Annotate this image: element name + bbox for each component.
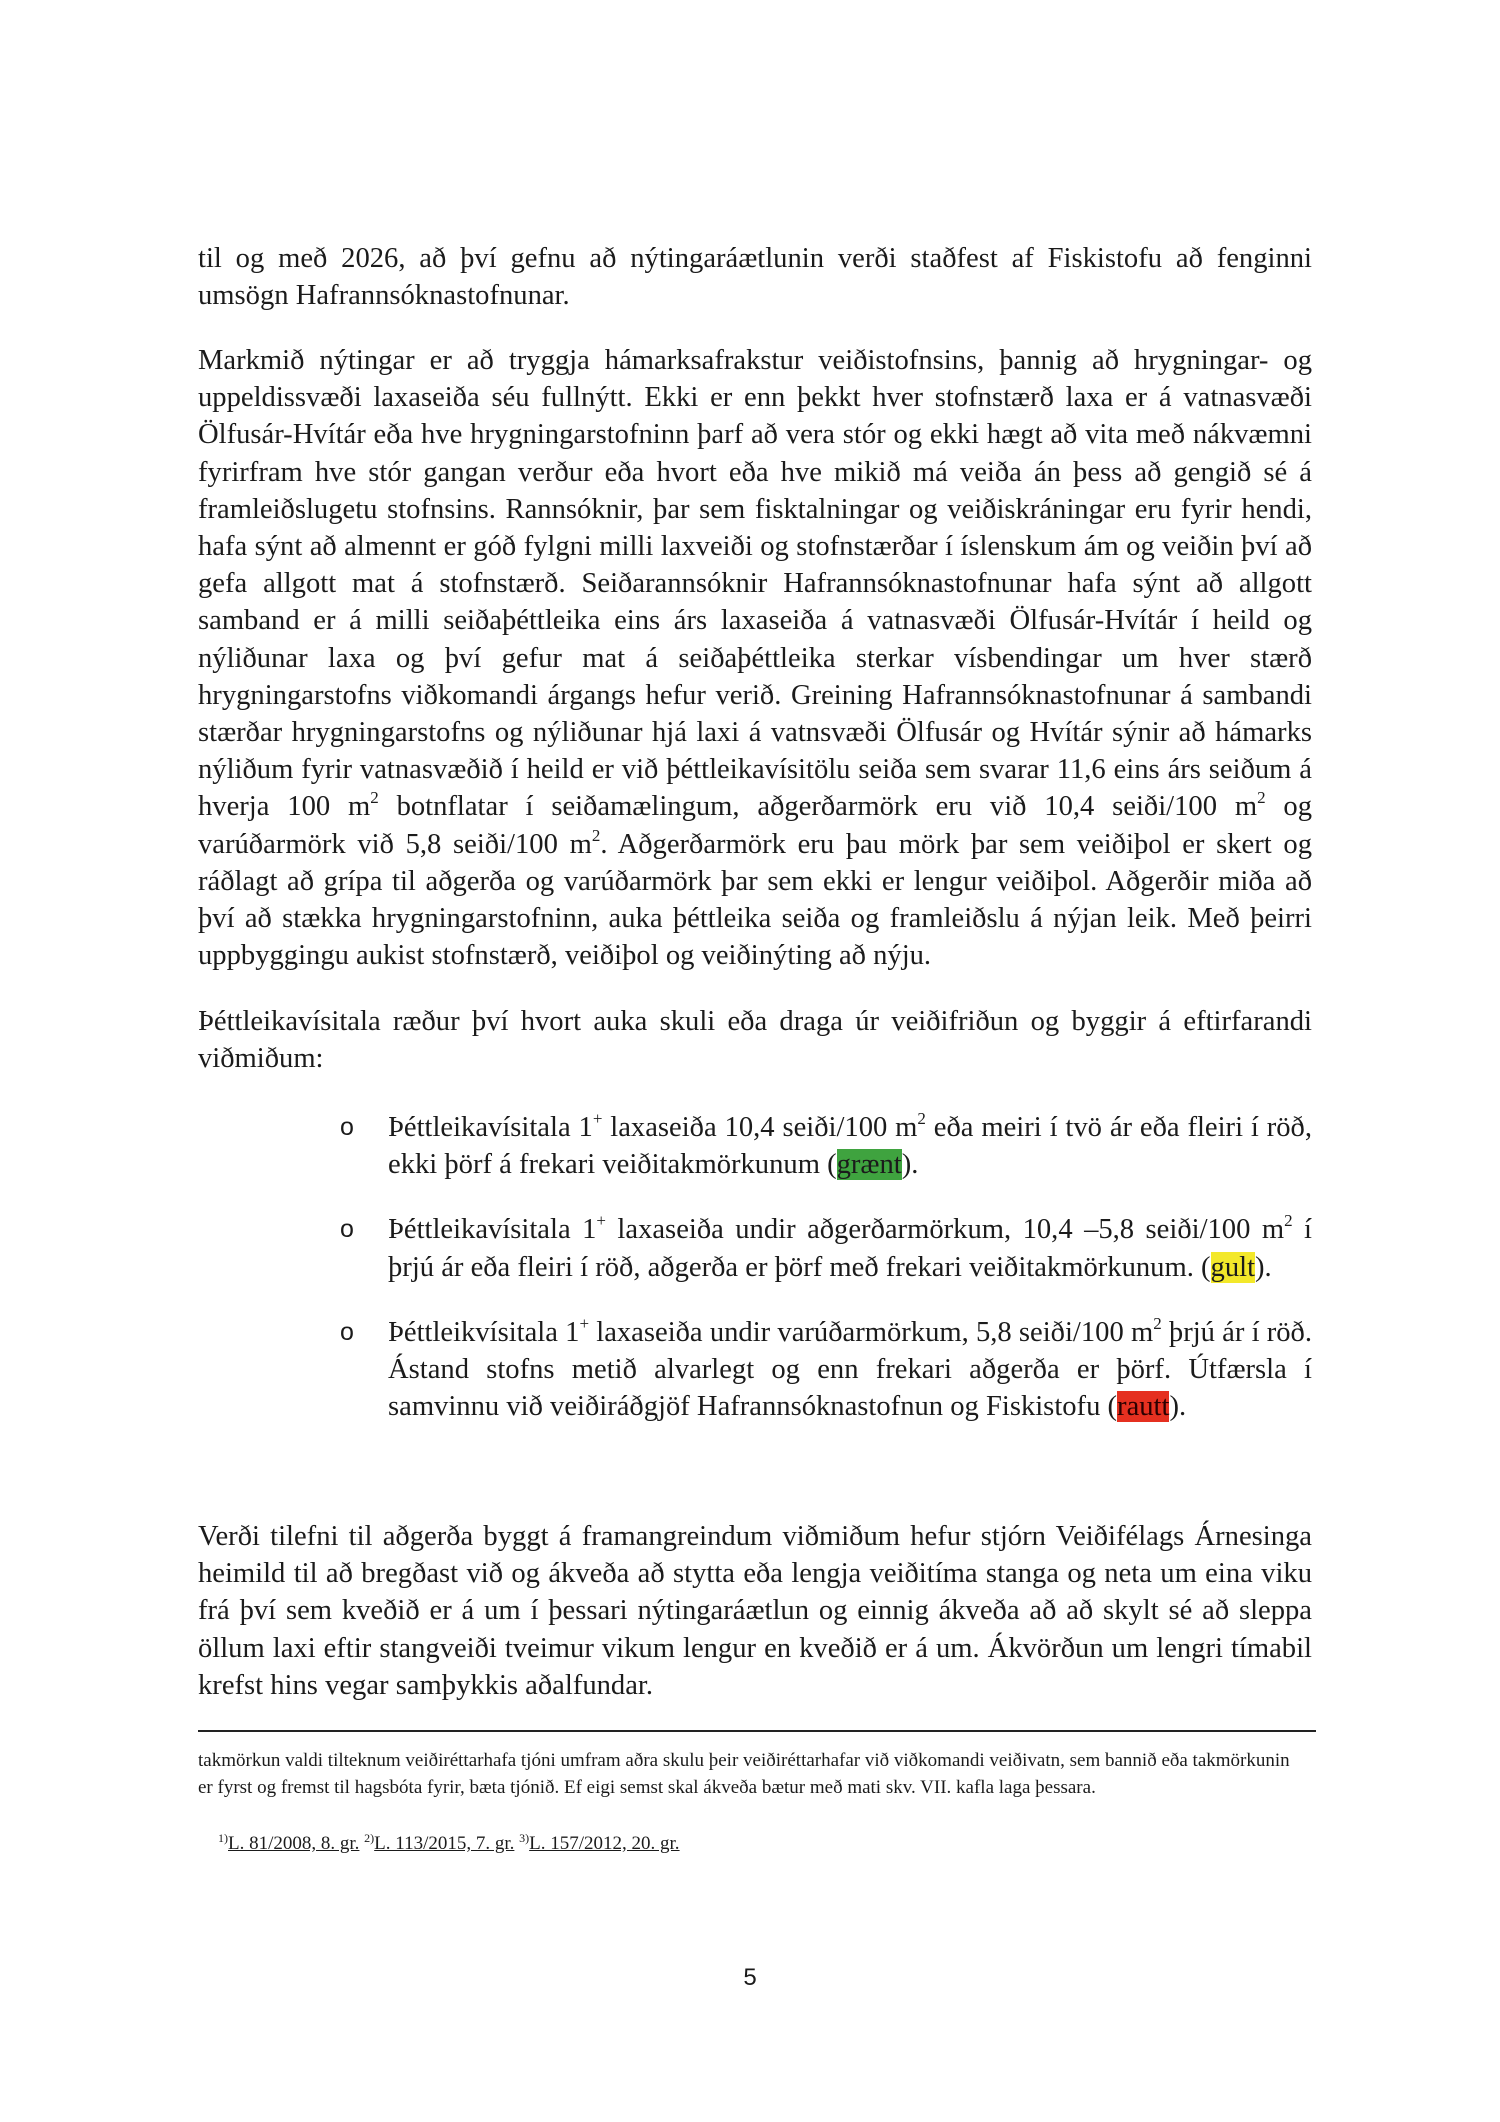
criteria-text: þrjú ár í röð. Ástand stofns metið alvarlegt og enn frekari aðgerða er þörf. Útfærsla í samvinnu við veiðiráðgjöf Hafrannsóknastofnun og Fiskistofu ( (388, 1316, 1313, 1423)
superscript: 2 (917, 1109, 926, 1128)
criteria-text: Þéttleikavísitala 1 (388, 1214, 597, 1246)
bullet-icon: o (340, 1215, 354, 1244)
law-reference-link[interactable]: L. 157/2012, 20. gr. (529, 1833, 680, 1854)
bullet-icon: o (340, 1113, 354, 1141)
criteria-item-red (198, 1314, 1312, 1426)
superscript: 2 (591, 825, 601, 845)
footnote-text: takmörkun valdi tilteknum veiðiréttarhafa tjóni umfram aðra skulu þeir veiðiréttarhafar við viðkomandi veiðivatn, sem bannið eða takmörkunin er fyrst og fremst til hagsbóta fyrir, bæta tjónið. Ef eigi semst skal ákveða bætur með mati skv. VII. kafla laga þessara. (198, 1750, 1290, 1798)
law-reference-link[interactable]: L. 113/2015, 7. gr. (374, 1833, 515, 1854)
ref-mark: 3) (519, 1831, 530, 1845)
footnote-references (218, 1830, 680, 1857)
law-reference-link[interactable]: L. 81/2008, 8. gr. (228, 1833, 360, 1854)
criteria-text: í þrjú ár eða fleiri í röð, aðgerða er þörf með frekari veiðitakmörkunum. ( (388, 1214, 1312, 1283)
paragraph-text: . Aðgerðarmörk eru þau mörk þar sem veiðiþol er skert og ráðlagt að grípa til aðgerða og varúðarmörk þar sem ekki er lengur veiðiþol. Aðgerðir miða að því að stækka hrygningarstofninn, auka þéttleika seiða og framleiðslu á nýjan leik. Með þeirri uppbyggingu aukist stofnstærð, veiðiþol og veiðinýting að nýju. (198, 828, 1312, 972)
criteria-text: Þéttleikavísitala 1 (388, 1112, 593, 1143)
superscript: 2 (1257, 788, 1266, 808)
ref-mark: 2) (364, 1831, 375, 1845)
superscript: 2 (1153, 1313, 1162, 1333)
criteria-text: Þéttleikvísitala 1 (388, 1316, 580, 1348)
paragraph-board-authority: Verði tilefni til aðgerða byggt á framangreindum viðmiðum hefur stjórn Veiðifélags Árnesinga heimild til að bregðast við og ákveða að stytta eða lengja veiðitíma stanga og neta um eina viku frá því sem kveðið er á um í þessari nýtingaráætlun og einnig ákveða að að skylt sé að sleppa öllum laxi eftir stangveiði tveimur vikum lengur en kveðið er á um. Ákvörðun um lengri tímabil krefst hins vegar samþykkis aðalfundar. (198, 1521, 1312, 1701)
ref-mark: 1) (218, 1831, 228, 1845)
criteria-text: ). (1255, 1251, 1272, 1283)
criteria-text: ). (901, 1149, 919, 1181)
criteria-text: laxaseiða 10,4 seiði/100 m (602, 1112, 918, 1143)
criteria-text: ). (1169, 1391, 1187, 1423)
highlight-red: rautt (1117, 1391, 1170, 1423)
superscript: + (592, 1109, 603, 1128)
criteria-text: eða meiri í tvö ár eða fleiri í röð, ekki þörf á frekari veiðitakmörkunum ( (388, 1112, 1312, 1181)
bullet-icon: o (340, 1317, 354, 1346)
paragraph-utilization-goal (198, 342, 1312, 974)
paragraph-text: og varúðarmörk við 5,8 seiði/100 m (198, 791, 1312, 860)
superscript: 2 (1284, 1211, 1293, 1231)
superscript: 2 (370, 788, 379, 808)
superscript: + (596, 1211, 606, 1231)
criteria-text: laxaseiða undir varúðarmörkum, 5,8 seiði/100 m (589, 1316, 1154, 1348)
paragraph-text: botnflatar í seiðamælingum, aðgerðarmörk eru við 10,4 seiði/100 m (378, 791, 1258, 823)
criteria-list (198, 1109, 1312, 1453)
superscript: + (579, 1313, 590, 1333)
paragraph-intro-continuation: til og með 2026, að því gefnu að nýtingaráætlunin verði staðfest af Fiskistofu að fenginni umsögn Hafrannsóknastofnunar. (198, 243, 1312, 312)
criteria-item-yellow (198, 1211, 1312, 1285)
criteria-text: laxaseiða undir aðgerðarmörkum, 10,4 –5,8 seiði/100 m (605, 1214, 1285, 1246)
paragraph-density-index: Þéttleikavísitala ræður því hvort auka skuli eða draga úr veiðifriðun og byggir á eftirfarandi viðmiðum: (198, 1006, 1312, 1075)
criteria-item-green (198, 1109, 1312, 1183)
paragraph-text: Markmið nýtingar er að tryggja hámarksafrakstur veiðistofnsins, þannig að hrygningar- og uppeldissvæði laxaseiða séu fullnýtt. Ekki er enn þekkt hver stofnstærð laxa er á vatnasvæði Ölfusár-Hvítár eða hve hrygningarstofninn þarf að vera stór og ekki hægt að vita með nákvæmni fyrirfram hve stór gangan verður eða hvort eða hve mikið má veiða án þess að gengið sé á framleiðslugetu stofnsins. Rannsóknir, þar sem fisktalningar og veiðiskráningar eru fyrir hendi, hafa sýnt að almennt er góð fylgni milli laxveiði og stofnstærðar í íslenskum ám og veiðin því að gefa allgott mat á stofnstærð. Seiðarannsóknir Hafrannsóknastofnunar hafa sýnt að allgott samband er á milli seiðaþéttleika eins árs laxaseiða á vatnasvæði Ölfusár-Hvítár í heild og nýliðunar laxa og því gefur mat á seiðaþéttleika sterkar vísbendingar um hver stærð hrygningarstofns viðkomandi árgangs hefur verið. Greining Hafrannsóknastofnunar á sambandi stærðar hrygningarstofns og nýliðunar hjá laxi á vatnsvæði Ölfusár og Hvítár sýnir að hámarks nýliðum fyrir vatnasvæðið í heild er við þéttleikavísitölu seiða sem svarar 11,6 eins árs seiðum á hverja 100 m (198, 345, 1312, 823)
highlight-yellow: gult (1210, 1251, 1256, 1283)
footnote-divider (198, 1730, 1316, 1732)
highlight-green: grænt (836, 1149, 902, 1181)
page-number: 5 (743, 1964, 757, 1991)
